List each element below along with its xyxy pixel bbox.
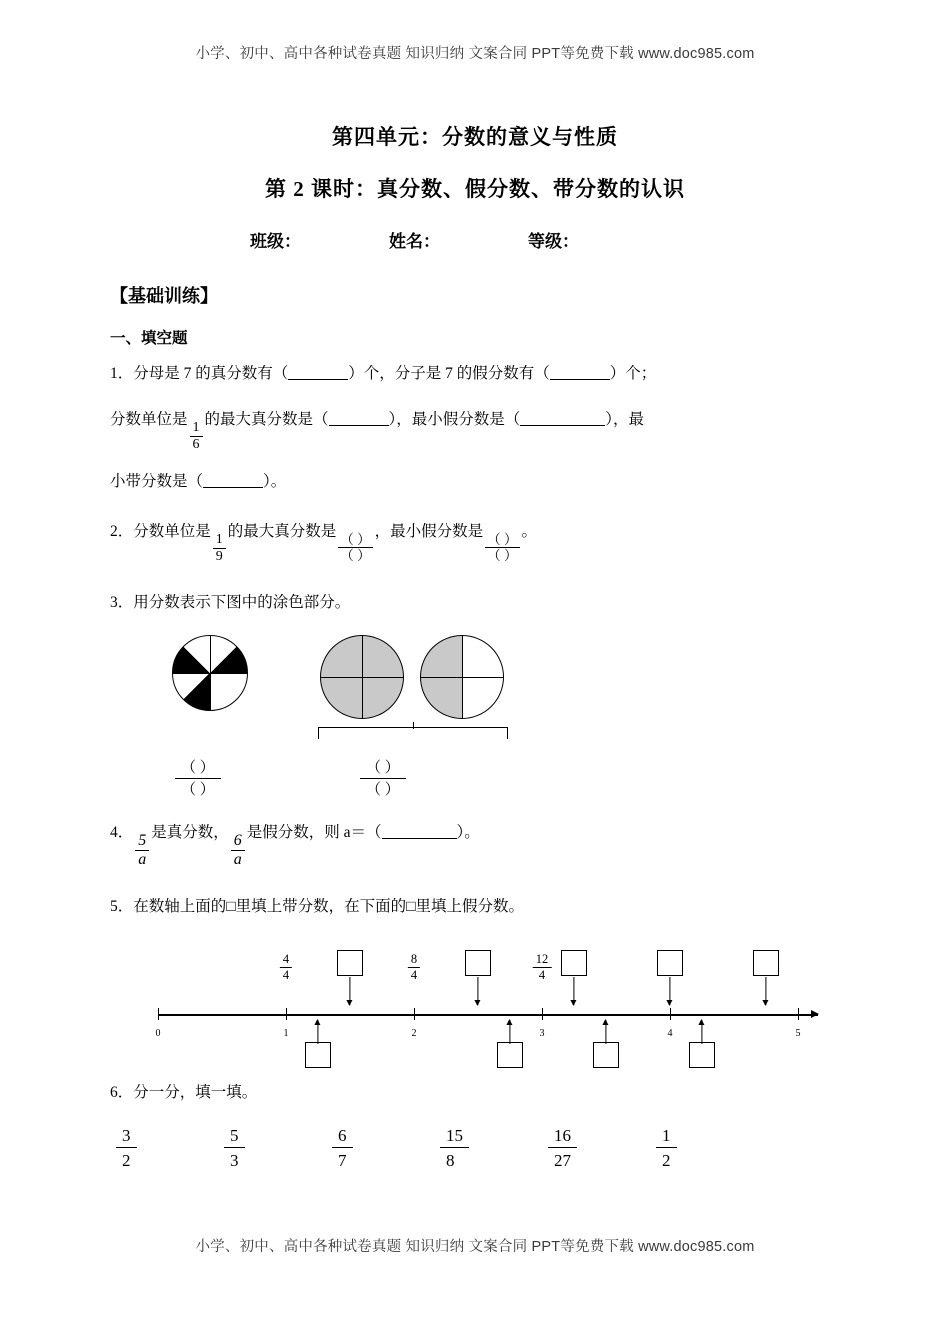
shaded-circle-full-figure bbox=[320, 635, 404, 719]
q4-text-a: 4． bbox=[110, 823, 134, 841]
number-line-top-box-5[interactable] bbox=[753, 950, 779, 976]
question-3 bbox=[110, 587, 840, 815]
number-line-bottom-box-3[interactable] bbox=[593, 1042, 619, 1068]
q6-fraction-3: 6 7 bbox=[332, 1125, 440, 1172]
number-line-tick-0 bbox=[158, 1008, 159, 1020]
group-brace bbox=[318, 727, 508, 739]
number-line-fraction-8-4: $\frac{8}{4}$ bbox=[408, 952, 420, 983]
number-line-top-box-2[interactable] bbox=[465, 950, 491, 976]
number-line-arrow-up-3 bbox=[605, 1020, 606, 1044]
q1-blank-2[interactable] bbox=[550, 379, 610, 380]
question-1-line-2 bbox=[110, 404, 840, 453]
page-subtitle: 第 2 课时：真分数、假分数、带分数的认识 bbox=[265, 177, 685, 201]
q1-text-f: ），最小假分数是（ bbox=[388, 410, 521, 428]
q6-fraction-4: 15 8 bbox=[440, 1125, 548, 1172]
q4-text-d: ）。 bbox=[456, 823, 480, 841]
question-1-line-1 bbox=[110, 358, 840, 390]
field-class: 班级： bbox=[250, 232, 301, 251]
question-5-text: 5．在数轴上面的□里填上带分数，在下面的□里填上假分数。 bbox=[110, 897, 524, 915]
q1-blank-3[interactable] bbox=[329, 425, 389, 426]
question-1-line-3 bbox=[110, 466, 840, 498]
pinwheel-circle-figure bbox=[172, 635, 248, 711]
number-line-figure bbox=[110, 936, 840, 1071]
question-3-text: 3．用分数表示下图中的涂色部分。 bbox=[110, 593, 351, 611]
q6-fraction-6: 1 2 bbox=[656, 1125, 764, 1172]
q3-answer-blank-1[interactable]: （ ） （ ） bbox=[175, 759, 221, 801]
field-name: 姓名： bbox=[389, 232, 440, 251]
question-3-answers bbox=[110, 759, 840, 815]
number-line-label-4: 4 bbox=[667, 1028, 673, 1040]
question-1 bbox=[110, 358, 840, 498]
shaded-circle-half-figure bbox=[420, 635, 504, 719]
question-3-figures bbox=[110, 635, 840, 745]
number-line-arrow-down-1 bbox=[349, 977, 350, 1005]
q2-answer-blank-1[interactable]: $\frac{( )}{( )}$ bbox=[340, 531, 371, 564]
q1-text-d: 分数单位是 bbox=[110, 410, 188, 428]
number-line-label-2: 2 bbox=[411, 1028, 417, 1040]
number-line-arrow-up-2 bbox=[509, 1020, 510, 1044]
number-line-bottom-box-1[interactable] bbox=[305, 1042, 331, 1068]
number-line-arrow-down-4 bbox=[669, 977, 670, 1005]
number-line-label-3: 3 bbox=[539, 1028, 545, 1040]
page-title: 第四单元：分数的意义与性质 bbox=[332, 125, 618, 149]
q6-fraction-5: 16 27 bbox=[548, 1125, 656, 1172]
number-line-arrow-down-5 bbox=[765, 977, 766, 1005]
question-2 bbox=[110, 516, 840, 565]
number-line-label-5: 5 bbox=[795, 1028, 801, 1040]
number-line-tick-3 bbox=[542, 1008, 543, 1020]
field-grade: 等级： bbox=[528, 232, 579, 251]
watermark-bottom: 小学、初中、高中各种试卷真题 知识归纳 文案合同 PPT等免费下载 www.doc985.com bbox=[195, 1239, 755, 1255]
number-line-top-box-4[interactable] bbox=[657, 950, 683, 976]
q1-text-i: ）。 bbox=[263, 473, 287, 491]
number-line-axis bbox=[158, 1014, 818, 1015]
number-line-tick-1 bbox=[286, 1008, 287, 1020]
q1-blank-5[interactable] bbox=[203, 487, 263, 488]
student-fields bbox=[110, 227, 840, 252]
q1-blank-4[interactable] bbox=[520, 425, 605, 426]
watermark-top: 小学、初中、高中各种试卷真题 知识归纳 文案合同 PPT等免费下载 www.doc985.com bbox=[195, 46, 755, 62]
q6-fraction-1: 3 2 bbox=[116, 1125, 224, 1172]
q2-answer-blank-2[interactable]: $\frac{( )}{( )}$ bbox=[487, 531, 518, 564]
number-line-arrow-up-4 bbox=[701, 1020, 702, 1044]
question-5 bbox=[110, 891, 840, 1072]
number-line-arrow-up-1 bbox=[317, 1020, 318, 1044]
number-line-arrow-down-3 bbox=[573, 977, 574, 1005]
question-type-heading: 一、填空题 bbox=[110, 330, 188, 347]
number-line-tick-4 bbox=[670, 1008, 671, 1020]
number-line-tick-2 bbox=[414, 1008, 415, 1020]
number-line-bottom-box-4[interactable] bbox=[689, 1042, 715, 1068]
number-line-arrow-down-2 bbox=[477, 977, 478, 1005]
number-line-label-1: 1 bbox=[283, 1028, 289, 1040]
question-4 bbox=[110, 817, 840, 869]
q3-answer-blank-2[interactable]: （ ） （ ） bbox=[360, 759, 406, 801]
q4-fraction-six-over-a: $\frac{6}{a}$ bbox=[231, 832, 245, 869]
q1-text-c: ）个； bbox=[609, 365, 657, 382]
number-line-tick-5 bbox=[798, 1008, 799, 1020]
q2-text-d: 。 bbox=[521, 523, 538, 541]
number-line-label-0: 0 bbox=[155, 1028, 161, 1040]
q4-fraction-five-over-a: $\frac{5}{a}$ bbox=[135, 832, 149, 869]
q1-text-g: ），最 bbox=[605, 410, 645, 428]
q1-text-b: ）个，分子是 7 的假分数有（ bbox=[348, 365, 550, 382]
q2-fraction-one-ninth: $\frac{1}{9}$ bbox=[213, 532, 226, 564]
question-6 bbox=[110, 1077, 840, 1171]
q4-blank-1[interactable] bbox=[382, 838, 457, 839]
q1-fraction-one-sixth: $\frac{1}{6}$ bbox=[190, 420, 203, 452]
number-line-bottom-box-2[interactable] bbox=[497, 1042, 523, 1068]
number-line-fraction-4-4: $\frac{4}{4}$ bbox=[280, 952, 292, 983]
q2-text-c: ，最小假分数是 bbox=[374, 523, 484, 541]
number-line-top-box-1[interactable] bbox=[337, 950, 363, 976]
q1-text-h: 小带分数是（ bbox=[110, 473, 204, 491]
number-line-fraction-12-4: $\frac{12}{4}$ bbox=[533, 952, 552, 983]
q4-text-c: 是假分数，则 a＝（ bbox=[246, 823, 382, 841]
q1-text-a: 1．分母是 7 的真分数有（ bbox=[110, 365, 289, 382]
q1-text-e: 的最大真分数是（ bbox=[204, 410, 329, 428]
q2-text-b: 的最大真分数是 bbox=[227, 523, 337, 541]
question-6-fraction-list bbox=[110, 1125, 840, 1172]
section-heading: 【基础训练】 bbox=[110, 286, 218, 306]
q6-fraction-2: 5 3 bbox=[224, 1125, 332, 1172]
q2-text-a: 2．分数单位是 bbox=[110, 523, 211, 541]
q1-blank-1[interactable] bbox=[288, 379, 348, 380]
q4-text-b: 是真分数， bbox=[151, 823, 229, 841]
number-line-top-box-3[interactable] bbox=[561, 950, 587, 976]
question-6-text: 6．分一分，填一填。 bbox=[110, 1084, 258, 1102]
